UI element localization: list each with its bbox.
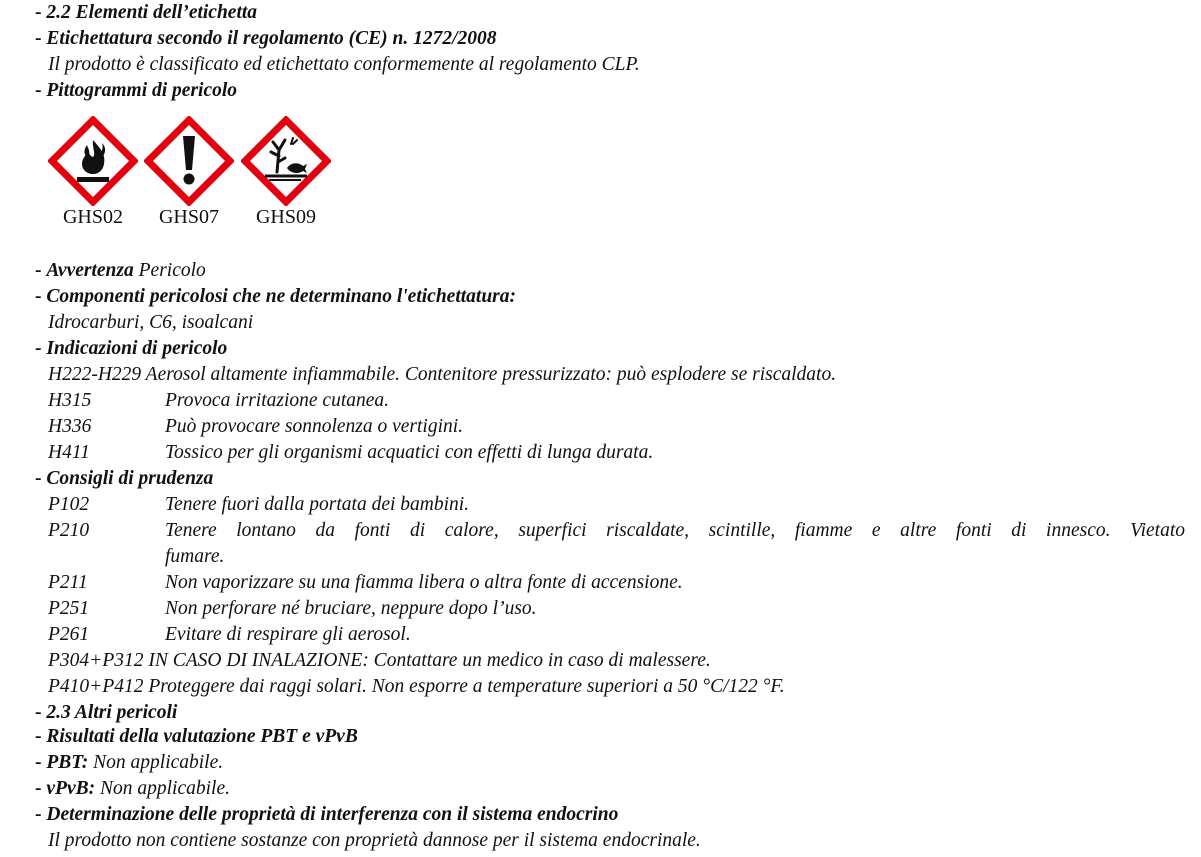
hazard-statement: H222-H229 Aerosol altamente infiammabile. Contenitore pressurizzato: può esplodere se riscaldato. [48,364,837,385]
vpvb-line [35,776,230,802]
regulation-title: Etichettatura secondo il regolamento (CE) n. 1272/2008 [46,28,497,49]
signal-word-label: Avvertenza [46,260,134,281]
dash: - [35,752,47,773]
section-title: 2.3 Altri pericoli [46,702,178,723]
pictograms-heading [35,78,237,104]
precaution-heading [35,466,213,492]
regulation-text: Il prodotto è classificato ed etichettato conformemente al regolamento CLP. [48,54,640,75]
precaution-code: P261 [48,624,90,645]
section-2-2-heading [35,0,257,26]
precaution-text: Non vaporizzare su una fiamma libera o altra fonte di accensione. [165,572,683,593]
pictogram-code: GHS09 [255,206,316,228]
components-text: Idrocarburi, C6, isoalcani [48,312,254,333]
precaution-code: P210 [48,520,90,541]
pictogram-code: GHS07 [158,206,219,228]
dash: - [35,286,47,307]
components-title: Componenti pericolosi che ne determinano l'etichettatura: [46,286,517,307]
regulation-heading [35,26,497,52]
endocrine-title: Determinazione delle proprietà di interferenza con il sistema endocrino [46,804,619,825]
dash: - [35,804,47,825]
hazard-code: H411 [48,442,90,463]
precaution-title: Consigli di prudenza [46,468,214,489]
dash: - [35,702,47,723]
vpvb-value: Non applicabile. [95,778,230,799]
exclamation-icon [144,116,234,206]
environment-icon [241,116,331,206]
precaution-statement: P304+P312 IN CASO DI INALAZIONE: Contattare un medico in caso di malessere. [48,650,711,671]
endocrine-heading [35,802,618,828]
pbt-label: PBT: [46,752,89,773]
precaution-code: P102 [48,494,90,515]
precaution-text: Tenere fuori dalla portata dei bambini. [165,494,470,515]
precaution-code: P211 [48,572,88,593]
components-heading [35,284,516,310]
precaution-text: Tenere lontano da fonti di calore, superfici riscaldate, scintille, fiamme e altre fonti di innesco. Vietato [165,520,1185,541]
pbt-results-heading [35,724,358,750]
hazard-title: Indicazioni di pericolo [46,338,228,359]
hazard-text: Tossico per gli organismi acquatici con effetti di lunga durata. [165,442,654,463]
precaution-text: Non perforare né bruciare, neppure dopo l’uso. [165,598,537,619]
dash: - [35,468,47,489]
precaution-text: Evitare di respirare gli aerosol. [165,624,411,645]
dash: - [35,260,47,281]
hazard-code: H336 [48,416,92,437]
dash: - [35,28,47,49]
vpvb-label: vPvB: [46,778,96,799]
endocrine-text: Il prodotto non contiene sostanze con proprietà dannose per il sistema endocrinale. [48,830,701,851]
dash: - [35,338,47,359]
section-title: 2.2 Elementi dell’etichetta [46,2,258,23]
precaution-text-continued: fumare. [165,546,225,567]
signal-word-value: Pericolo [133,260,206,281]
hazard-text: Può provocare sonnolenza o vertigini. [165,416,464,437]
hazard-text: Provoca irritazione cutanea. [165,390,390,411]
dash: - [35,726,47,747]
hazard-heading [35,336,227,362]
dash: - [35,80,47,101]
dash: - [35,778,47,799]
pictograms-title: Pittogrammi di pericolo [46,80,238,101]
hazard-code: H315 [48,390,92,411]
precaution-statement: P410+P412 Proteggere dai raggi solari. Non esporre a temperature superiori a 50 °C/122 °F. [48,676,785,697]
pbt-line [35,750,223,776]
pbt-results-title: Risultati della valutazione PBT e vPvB [46,726,358,747]
section-2-3-heading [35,700,177,726]
flame-icon [48,116,138,206]
dash: - [35,2,47,23]
pictogram-code: GHS02 [62,206,123,228]
pbt-value: Non applicabile. [88,752,224,773]
precaution-code: P251 [48,598,90,619]
signal-word-line [35,258,206,284]
